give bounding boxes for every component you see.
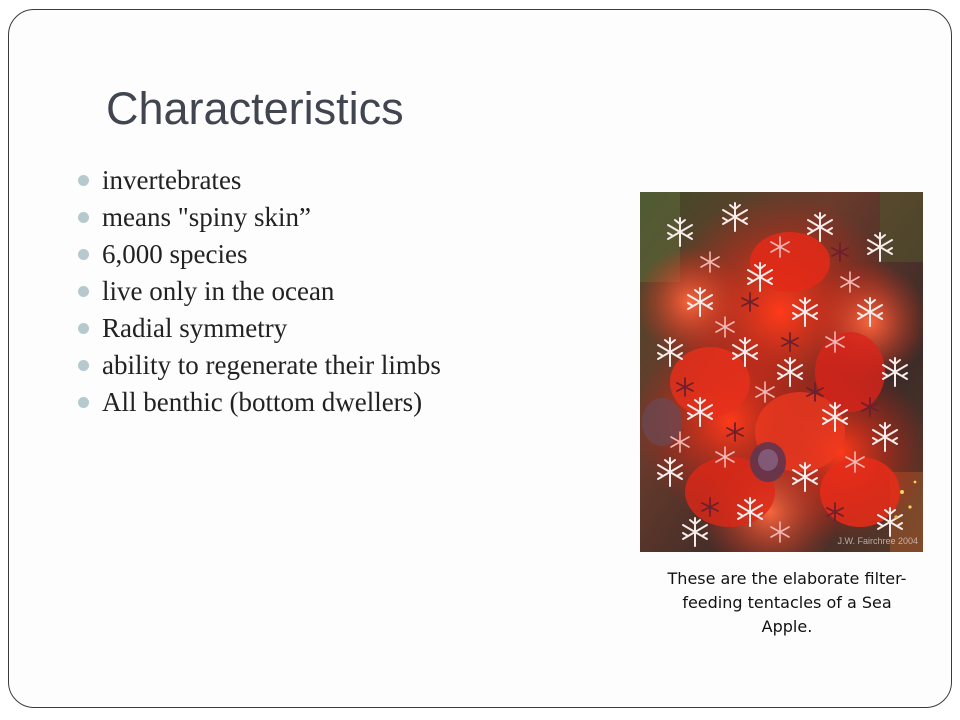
bullet-marker-icon xyxy=(78,175,89,186)
bullet-marker-icon xyxy=(78,249,89,260)
slide-title: Characteristics xyxy=(106,83,404,134)
photo-watermark: J.W. Fairchree 2004 xyxy=(837,536,918,546)
bullet-item xyxy=(78,310,441,347)
bullet-text: All benthic (bottom dwellers) xyxy=(102,387,423,417)
bullet-text: means "spiny skin” xyxy=(102,202,311,232)
bullet-text: ability to regenerate their limbs xyxy=(102,350,441,380)
bullet-item xyxy=(78,347,441,384)
bullet-text: live only in the ocean xyxy=(102,276,335,306)
image-caption: These are the elaborate filter-feeding tentacles of a Sea Apple. xyxy=(667,569,907,636)
bullet-marker-icon xyxy=(78,286,89,297)
bullet-item xyxy=(78,384,441,421)
bullet-marker-icon xyxy=(78,323,89,334)
bullet-marker-icon xyxy=(78,397,89,408)
bullet-text: 6,000 species xyxy=(102,239,248,269)
bullet-item xyxy=(78,162,441,199)
bullet-item xyxy=(78,199,441,236)
bullet-text: invertebrates xyxy=(102,165,242,195)
bullet-marker-icon xyxy=(78,360,89,371)
bullet-list xyxy=(78,162,441,421)
bullet-marker-icon xyxy=(78,212,89,223)
bullet-text: Radial symmetry xyxy=(102,313,288,343)
bullet-item xyxy=(78,236,441,273)
sea-apple-photo xyxy=(640,192,923,552)
bullet-item xyxy=(78,273,441,310)
